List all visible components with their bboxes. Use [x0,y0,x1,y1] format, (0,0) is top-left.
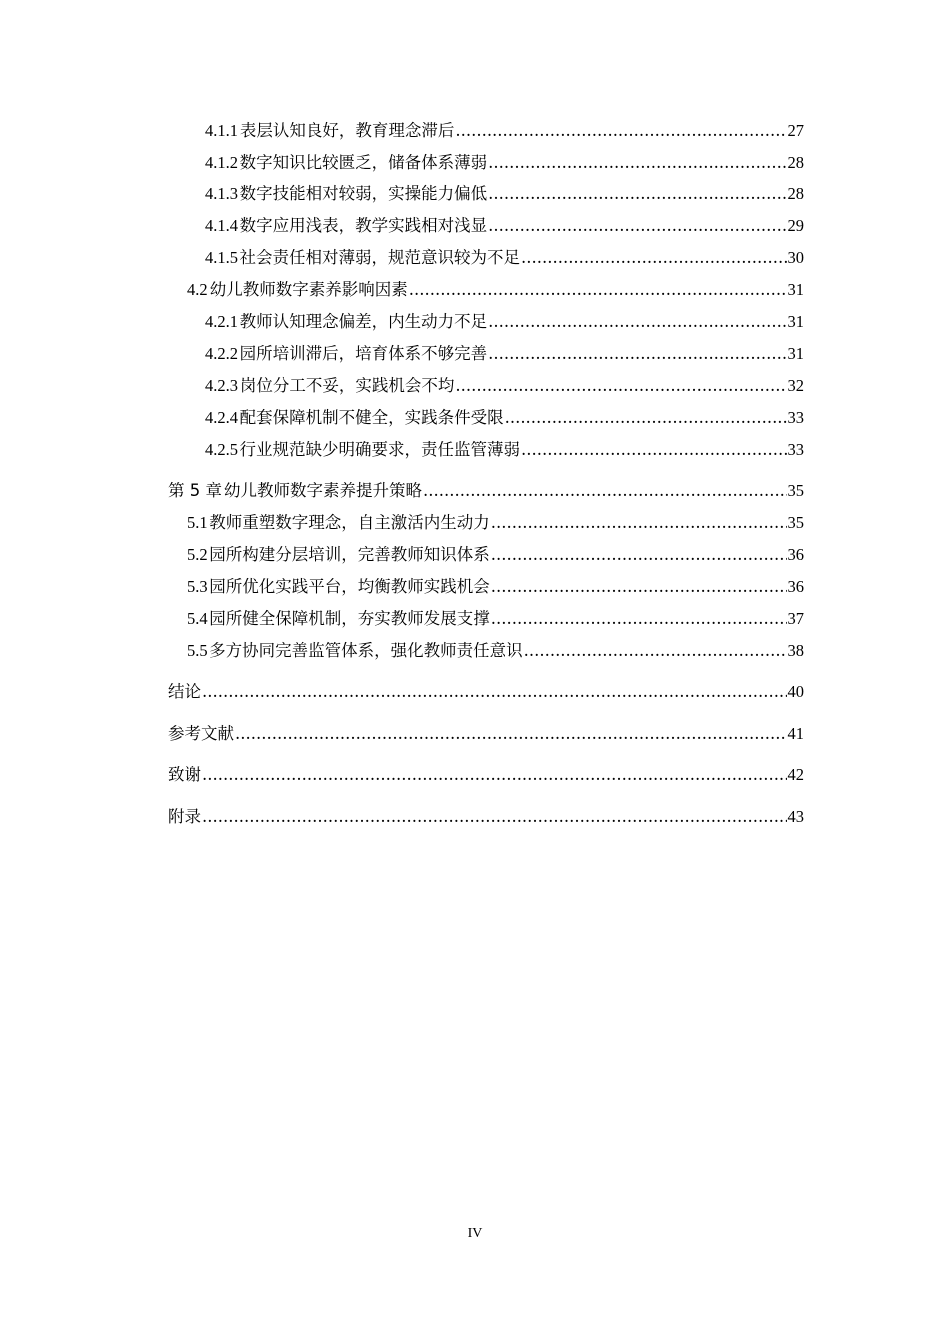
toc-leader-dots [423,479,786,503]
toc-entry-title: 参考文献 [168,724,234,743]
toc-entry-title: 园所优化实践平台，均衡教师实践机会 [209,577,490,596]
toc-entry-title: 数字应用浅表，教学实践相对浅显 [239,216,488,235]
toc-entry-title: 幼儿教师数字素养影响因素 [209,280,408,299]
toc-entry-number: 4.2.1 [205,312,238,331]
toc-entry[interactable] [187,511,804,535]
toc-entry[interactable] [205,406,804,430]
toc-leader-dots [491,543,787,567]
toc-entry-title: 园所培训滞后，培育体系不够完善 [239,344,488,363]
toc-leader-dots [202,805,787,829]
toc-entry-page: 31 [787,344,804,363]
toc-entry-number: 4.2 [187,280,208,299]
toc-entry-number: 5.2 [187,545,208,564]
toc-entry[interactable] [187,639,804,663]
toc-entry-number: 第 5 章 [168,481,222,500]
toc-entry[interactable] [205,119,804,143]
toc-entry[interactable] [205,214,804,238]
toc-entry-page: 31 [787,312,804,331]
toc-entry-title: 配套保障机制不健全，实践条件受限 [239,408,504,427]
toc-entry-title: 致谢 [168,765,201,784]
toc-entry-title: 多方协同完善监管体系，强化教师责任意识 [209,641,523,660]
toc-entry-title: 行业规范缺少明确要求，责任监管薄弱 [239,440,520,459]
toc-entry-page: 30 [787,248,804,267]
toc-entry-title: 数字技能相对较弱，实操能力偏低 [239,184,488,203]
toc-entry-title: 表层认知良好，教育理念滞后 [239,121,455,140]
page-number-footer: IV [467,1226,483,1241]
toc-entry-page: 33 [787,408,804,427]
toc-entry-conclusion[interactable] [168,680,804,704]
toc-entry-page: 41 [787,724,804,743]
toc-entry[interactable] [205,342,804,366]
toc-entry-number: 5.3 [187,577,208,596]
toc-leader-dots [202,763,787,787]
toc-leader-dots [505,406,787,430]
toc-entry-number: 4.1.3 [205,184,238,203]
toc-leader-dots [488,151,786,175]
toc-leader-dots [488,214,786,238]
toc-entry-chapter[interactable] [168,479,804,503]
toc-entry-title: 幼儿教师数字素养提升策略 [224,481,423,500]
toc-entry[interactable] [205,151,804,175]
toc-leader-dots [455,119,786,143]
toc-entry-title: 教师认知理念偏差，内生动力不足 [239,312,488,331]
toc-entry-page: 33 [787,440,804,459]
toc-entry[interactable] [187,278,804,302]
toc-entry-number: 4.2.5 [205,440,238,459]
toc-entry-page: 27 [787,121,804,140]
toc-entry-page: 36 [787,545,804,564]
toc-entry-title: 结论 [168,682,201,701]
toc-entry-title: 教师重塑数字理念，自主激活内生动力 [209,513,490,532]
toc-entry[interactable] [187,543,804,567]
toc-entry-number: 5.5 [187,641,208,660]
toc-entry[interactable] [205,310,804,334]
toc-leader-dots [521,246,787,270]
toc-entry-references[interactable] [168,722,804,746]
toc-leader-dots [455,374,786,398]
toc-entry-title: 附录 [168,807,201,826]
toc-entry-page: 42 [787,765,804,784]
toc-entry[interactable] [187,575,804,599]
toc-entry-page: 29 [787,216,804,235]
toc-entry[interactable] [187,607,804,631]
toc-entry-page: 37 [787,609,804,628]
toc-leader-dots [524,639,787,663]
toc-leader-dots [488,342,786,366]
toc-leader-dots [235,722,787,746]
toc-entry-page: 35 [787,481,804,500]
toc-entry-number: 4.1.2 [205,153,238,172]
toc-leader-dots [491,575,787,599]
toc-entry-number: 5.4 [187,609,208,628]
toc-entry-number: 4.1.1 [205,121,238,140]
toc-entry[interactable] [205,246,804,270]
toc-entry-page: 31 [787,280,804,299]
toc-entry-page: 28 [787,153,804,172]
toc-entry[interactable] [205,374,804,398]
toc-entry-title: 园所构建分层培训，完善教师知识体系 [209,545,490,564]
toc-leader-dots [488,182,786,206]
toc-leader-dots [488,310,786,334]
toc-entry-number: 4.2.3 [205,376,238,395]
toc-entry-page: 43 [787,807,804,826]
toc-entry-number: 4.1.4 [205,216,238,235]
toc-entry-title: 数字知识比较匮乏，储备体系薄弱 [239,153,488,172]
toc-entry-number: 5.1 [187,513,208,532]
toc-leader-dots [491,511,787,535]
toc-leader-dots [521,438,787,462]
toc-entry-page: 35 [787,513,804,532]
toc-entry-page: 36 [787,577,804,596]
toc-entry[interactable] [205,438,804,462]
toc-entry-title: 社会责任相对薄弱，规范意识较为不足 [239,248,520,267]
toc-entry-page: 38 [787,641,804,660]
toc-leader-dots [409,278,787,302]
toc-entry-title: 园所健全保障机制，夯实教师发展支撑 [209,609,490,628]
toc-entry-page: 40 [787,682,804,701]
toc-entry-title: 岗位分工不妥，实践机会不均 [239,376,455,395]
toc-entry-page: 28 [787,184,804,203]
toc-entry-number: 4.2.2 [205,344,238,363]
toc-entry-number: 4.1.5 [205,248,238,267]
toc-entry-page: 32 [787,376,804,395]
toc-leader-dots [491,607,787,631]
toc-entry-number: 4.2.4 [205,408,238,427]
toc-entry-appendix[interactable] [168,805,804,829]
toc-leader-dots [202,680,787,704]
toc-entry[interactable] [205,182,804,206]
toc-entry-acknowledgements[interactable] [168,763,804,787]
